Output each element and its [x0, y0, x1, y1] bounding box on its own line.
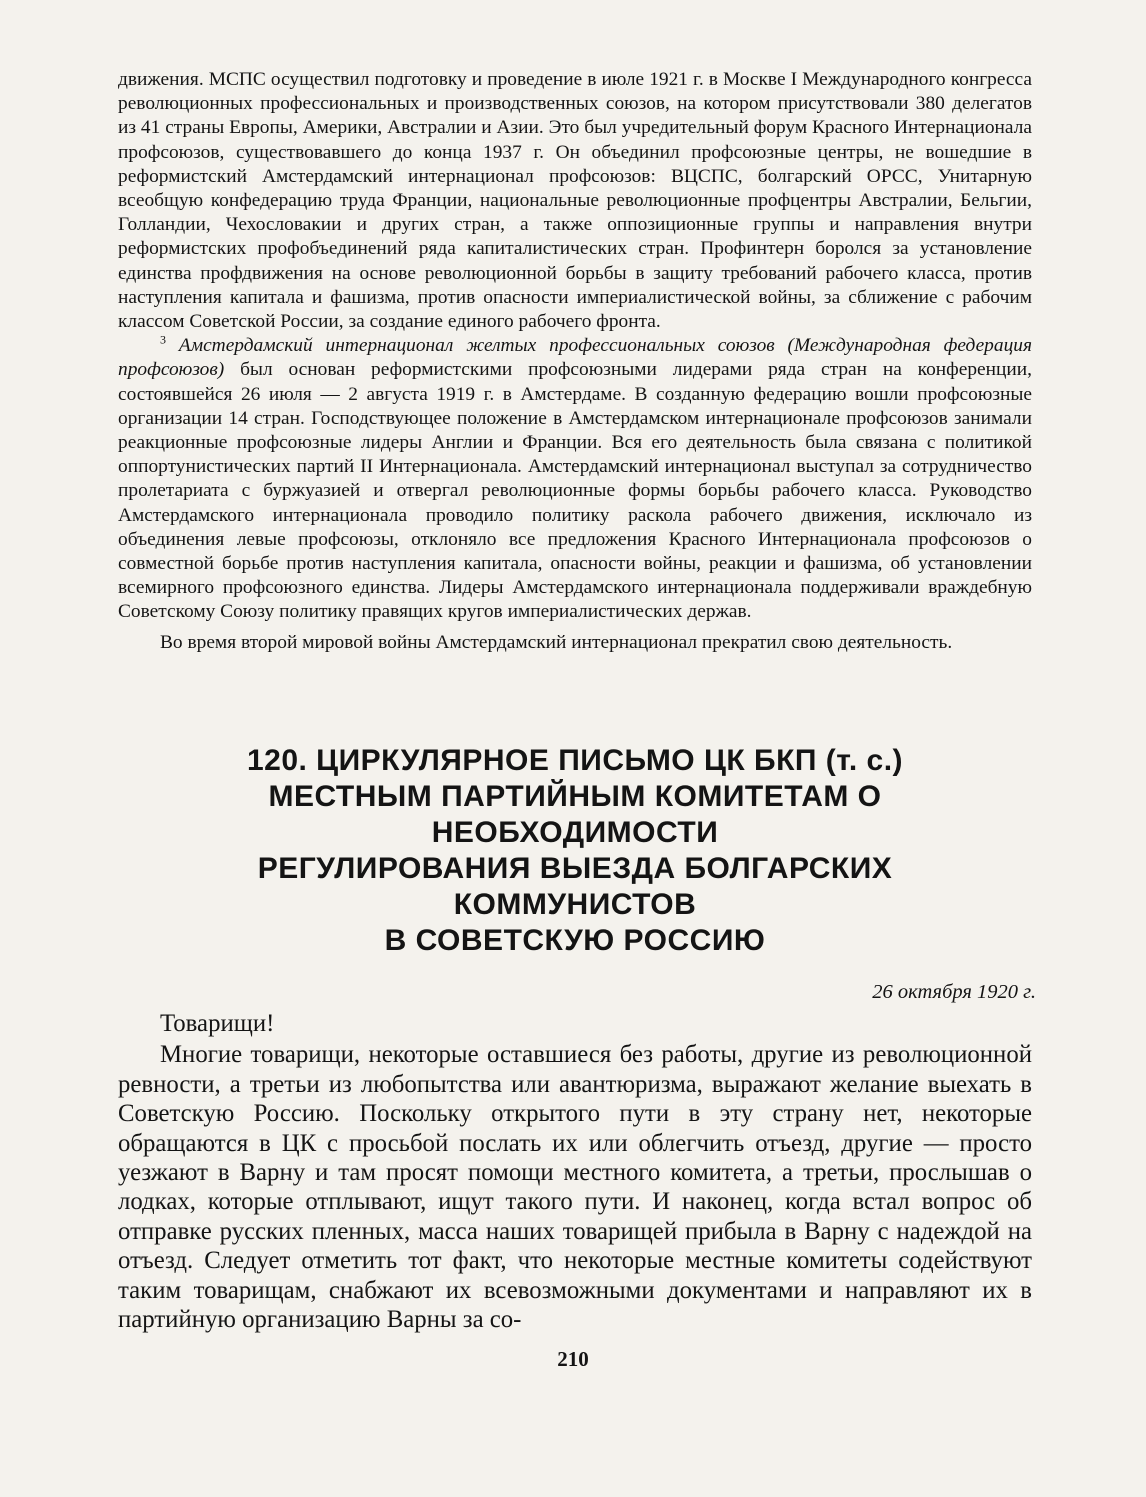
heading-line: МЕСТНЫМ ПАРТИЙНЫМ КОМИТЕТАМ О НЕОБХОДИМОСТИ [268, 779, 882, 849]
page-content [118, 68, 1036, 1334]
heading-line: РЕГУЛИРОВАНИЯ ВЫЕЗДА БОЛГАРСКИХ КОММУНИСТОВ [257, 851, 893, 921]
footnote-3-title: Амстердамский интернационал желтых профессиональных союзов (Международная федерация профсоюзов) [118, 335, 1032, 381]
footnote-3-end: Во время второй мировой войны Амстердамский интернационал прекратил свою деятельность. [160, 631, 953, 653]
footnote-3 [118, 334, 1032, 624]
footnote-mark: 3 [160, 332, 166, 347]
page-number: 210 [557, 1347, 589, 1371]
heading-line: 120. ЦИРКУЛЯРНОЕ ПИСЬМО ЦК БКП (т. с.) [246, 743, 904, 777]
document-date: 26 октября 1920 г. [872, 980, 1036, 1003]
document-heading [136, 743, 1014, 959]
greeting: Товарищи! [160, 1009, 275, 1037]
body-paragraph: Многие товарищи, некоторые оставшиеся без работы, другие из революционной ревности, а третьи из любопытства или авантюризма, выражают желание выехать в Советскую Россию. Поскольку открытого пути в эту страну нет, некоторые обращаются в ЦК с просьбой послать их или облегчить отъезд, другие — просто уезжают в Варну и там просят помощи местного комитета, а третьи, прослышав о лодках, которые отплывают, ищут такого пути. И наконец, когда встал вопрос об отправке русских пленных, масса наших товарищей прибыла в Варну с надеждой на отъезд. Следует отметить тот факт, что некоторые местные комитеты содействуют таким товарищам, снабжают их всевозможными документами и направляют их в партийную организацию Варны за со- [118, 1041, 1032, 1334]
footnote-continuation: движения. МСПС осуществил подготовку и проведение в июле 1921 г. в Москве I Международного конгресса революционных профессиональных и производственных союзов, на котором присутствовали 380 делегатов из 41 страны Европы, Америки, Австралии и Азии. Это был учредительный форум Красного Интернационала профсоюзов, существовавшего до конца 1937 г. Он объединил профсоюзные центры, не вошедшие в реформистский Амстердамский интернационал профсоюзов: ВЦСПС, болгарский ОРСС, Унитарную всеобщую конфедерацию труда Франции, национальные революционные профцентры Австралии, Бельгии, Голландии, Чехословакии и других стран, а также оппозиционные группы и направления внутри реформистских профобъединений ряда капиталистических стран. Профинтерн боролся за установление единства профдвижения на основе революционной борьбы в защиту требований рабочего класса, против наступления капитала и фашизма, против опасности империалистической войны, за сближение с рабочим классом Советской России, за создание единого рабочего фронта. [118, 69, 1032, 333]
heading-line: В СОВЕТСКУЮ РОССИЮ [384, 923, 766, 957]
footnote-3-text: был основан реформистскими профсоюзными лидерами ряда стран на конференции, состоявшейся 26 июля — 2 августа 1919 г. в Амстердаме. В созданную федерацию вошли профсоюзные организации 14 стран. Господствующее положение в Амстердамском интернационале профсоюзов занимали реакционные профсоюзные лидеры Англии и Франции. Вся его деятельность была связана с политикой оппортунистических партий II Интернационала. Амстердамский интернационал выступал за сотрудничество пролетариата с буржуазией и отвергал революционные формы борьбы рабочего класса. Руководство Амстердамского интернационала проводило политику раскола рабочего движения, исключало из объединения левые профсоюзы, отклоняло все предложения Красного Интернационала профсоюзов о совместной борьбе против наступления капитала, опасности войны, реакции и фашизма, об установлении всемирного профсоюзного единства. Лидеры Амстердамского интернационала поддерживали враждебную Советскому Союзу политику правящих кругов империалистических держав. [118, 359, 1032, 623]
